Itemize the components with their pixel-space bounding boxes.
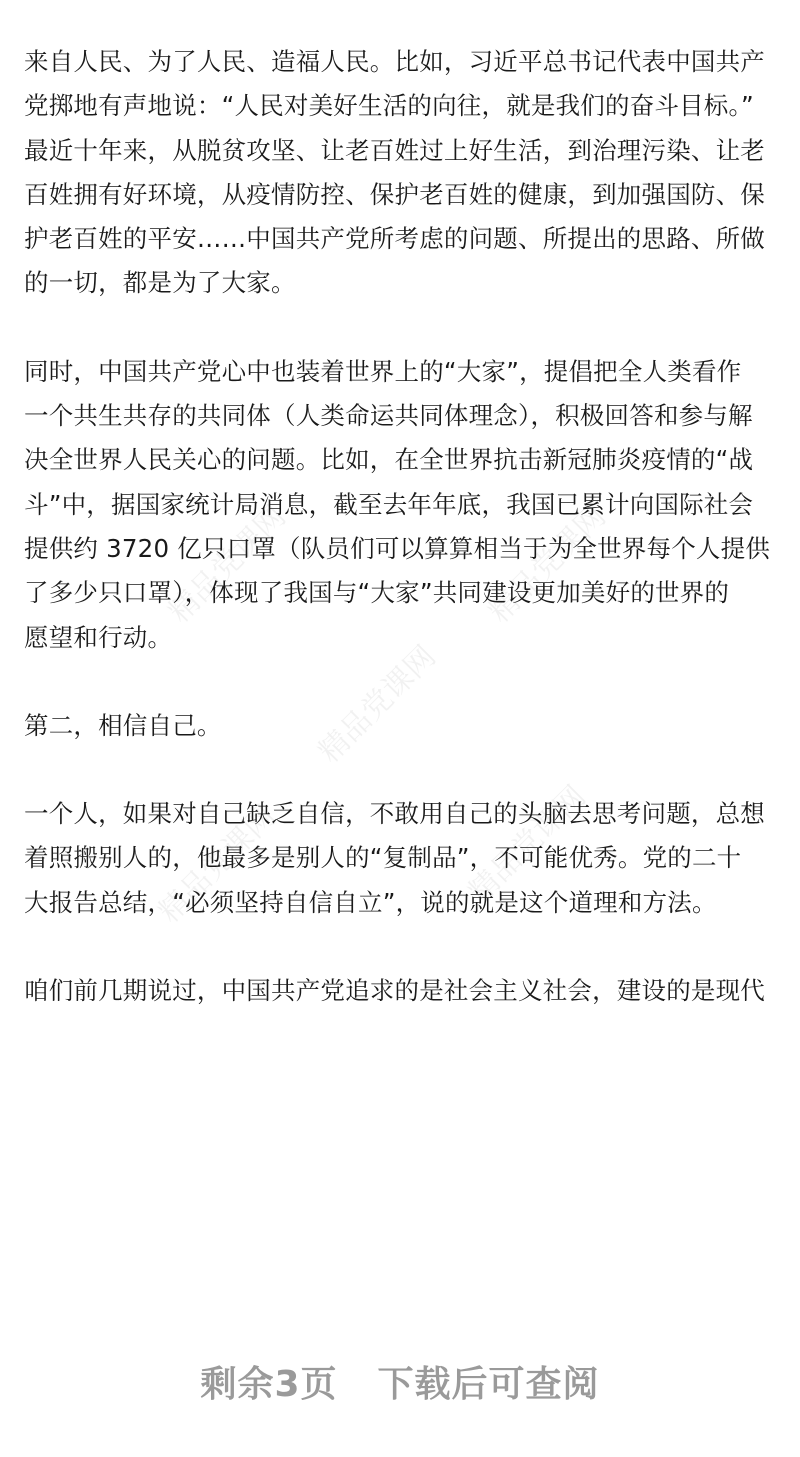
text-line: 着照搬别人的，他最多是别人的“复制品”，不可能优秀。党的二十 [24, 843, 742, 873]
text-line: 来自人民、为了人民、造福人民。比如，习近平总书记代表中国共产 [24, 47, 765, 76]
watermark-4: 精品党课网 [152, 799, 283, 930]
paragraph-1 [24, 40, 780, 306]
text-line: 百姓拥有好环境，从疫情防控、保护老百姓的健康，到加强国防、保 [24, 179, 765, 209]
text-line: 同时，中国共产党心中也装着世界上的“大家”，提倡把全人类看作 [24, 356, 742, 386]
text-line: 党掷地有声地说：“人民对美好生活的向往，就是我们的奋斗目标。” [24, 91, 754, 121]
paragraph-2 [24, 350, 780, 660]
section-heading [24, 704, 780, 748]
text-line: 的一切，都是为了大家。 [24, 268, 296, 298]
text-line: 一个人，如果对自己缺乏自信，不敢用自己的头脑去思考问题，总想 [24, 799, 765, 829]
watermark-5: 精品党课网 [462, 779, 593, 910]
text-line: 咱们前几期说过，中国共产党追求的是社会主义社会，建设的是现代 [24, 976, 765, 1006]
watermark-3: 精品党课网 [312, 639, 443, 770]
document-body [24, 40, 780, 1057]
text-line: 大报告总结，“必须坚持自信自立”，说的就是这个道理和方法。 [24, 887, 717, 917]
remaining-pages-label: 剩余3页 [200, 1364, 338, 1405]
text-line: 了多少只口罩），体现了我国与“大家”共同建设更加美好的世界的 [24, 578, 730, 608]
text-line: 护老百姓的平安……中国共产党所考虑的问题、所提出的思路、所做 [24, 224, 765, 254]
text-line: 第二，相信自己。 [24, 710, 222, 740]
remaining-pages-banner[interactable] [0, 1356, 800, 1407]
text-line: 一个共生共存的共同体（人类命运共同体理念），积极回答和参与解 [24, 401, 753, 431]
download-to-view-label: 下载后可查阅 [377, 1364, 600, 1405]
paragraph-4 [24, 969, 780, 1013]
watermark-1: 精品党课网 [162, 499, 293, 630]
text-line: 提供约 3720 亿只口罩（队员们可以算算相当于为全世界每个人提供 [24, 533, 771, 563]
paragraph-3 [24, 792, 780, 925]
text-line: 最近十年来，从脱贫攻坚、让老百姓过上好生活，到治理污染、让老 [24, 135, 765, 165]
watermark-2: 精品党课网 [482, 499, 613, 630]
text-line: 斗”中，据国家统计局消息，截至去年年底，我国已累计向国际社会 [24, 489, 754, 519]
text-line: 愿望和行动。 [24, 622, 173, 652]
text-line: 决全世界人民关心的问题。比如，在全世界抗击新冠肺炎疫情的“战 [24, 445, 754, 475]
